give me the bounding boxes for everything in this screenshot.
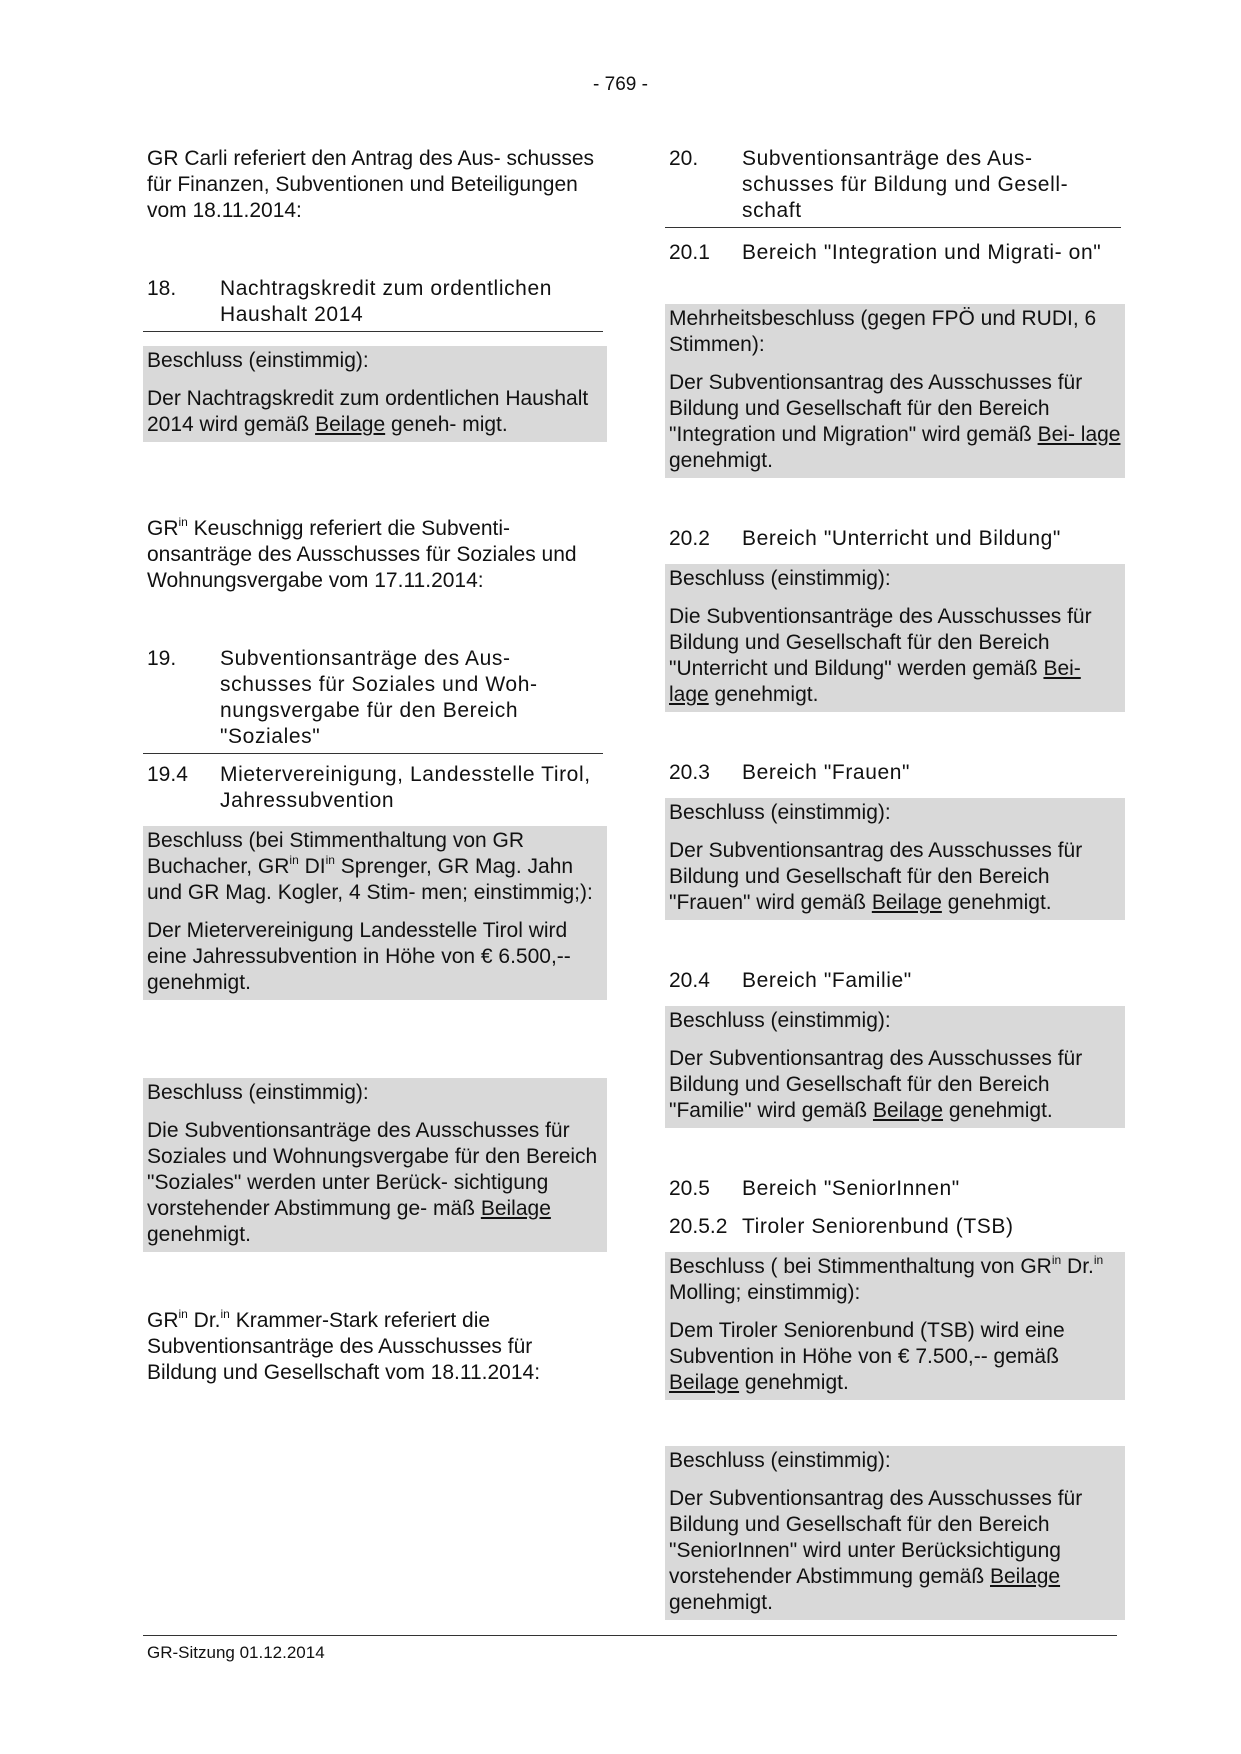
footer-text: GR-Sitzung 01.12.2014 — [147, 1643, 325, 1662]
section-number: 20.5 — [669, 1177, 710, 1200]
section-heading-20-2 — [665, 526, 1121, 552]
section-number: 19.4 — [147, 763, 188, 786]
section-title: Bereich "Unterricht und Bildung" — [742, 527, 1061, 550]
resolution-text: Der Subventionsantrag des Ausschusses für Bildung und Gesellschaft für den Bereich "Frauen" wird gemäß Beilage genehmigt. — [669, 839, 1083, 914]
section-number: 20.1 — [669, 241, 710, 264]
resolution-label: Beschluss (einstimmig): — [669, 1009, 891, 1032]
resolution-text: Dem Tiroler Seniorenbund (TSB) wird eine Subvention in Höhe von € 7.500,-- gemäß Beilage genehmigt. — [669, 1319, 1065, 1394]
attachment-link[interactable]: Beilage — [315, 413, 386, 436]
resolution-label: Beschluss ( bei Stimmenthaltung von $GR^{in}$ Dr.$^{in}$ Molling; einstimmig): — [669, 1253, 1104, 1304]
footer-divider — [143, 1635, 1117, 1636]
section-number: 18. — [147, 277, 177, 300]
section-number: 20.5.2 — [669, 1215, 728, 1238]
resolution-label: Beschluss (einstimmig): — [669, 1449, 891, 1472]
section-title: Tiroler Seniorenbund (TSB) — [742, 1215, 1014, 1238]
resolution-box-20-2 — [665, 564, 1125, 712]
intro-paragraph: GR Carli referiert den Antrag des Aus- schusses für Finanzen, Subventionen und Beteiligungen vom 18.11.2014: — [147, 147, 595, 222]
section-title: Subventionsanträge des Aus- schusses für Bildung und Gesell- schaft — [742, 147, 1069, 222]
attachment-link[interactable]: Bei- lage — [1037, 423, 1121, 446]
intro-paragraph: $GR^{in}$ Keuschnigg referiert die Subventi- onsanträge des Ausschusses für Soziales und Wohnungsvergabe vom 17.11.2014: — [147, 515, 577, 592]
section-title: Nachtragskredit zum ordentlichen Haushalt 2014 — [220, 277, 553, 326]
resolution-text: Der Subventionsantrag des Ausschusses für Bildung und Gesellschaft für den Bereich "Familie" wird gemäß Beilage genehmigt. — [669, 1047, 1083, 1122]
section-heading-20-5-2 — [665, 1214, 1121, 1240]
attachment-link[interactable]: Beilage — [480, 1197, 551, 1220]
section-title: Bereich "Frauen" — [742, 761, 911, 784]
section-number: 19. — [147, 647, 177, 670]
resolution-box-18 — [143, 346, 607, 442]
intro-paragraph: $GR^{in}$ Dr.$^{in}$ Krammer-Stark referiert die Subventionsanträge des Ausschusses für Bildung und Gesellschaft vom 18.11.2014: — [147, 1307, 541, 1384]
attachment-link[interactable]: Beilage — [669, 1371, 740, 1394]
resolution-label: Beschluss (einstimmig): — [669, 801, 891, 824]
section-heading-18 — [143, 276, 603, 332]
section-title: Bereich "SeniorInnen" — [742, 1177, 960, 1200]
section-heading-19 — [143, 646, 603, 754]
section-heading-19-4 — [143, 762, 603, 814]
resolution-box-19-4 — [143, 826, 607, 1000]
resolution-box-20-5-2 — [665, 1252, 1125, 1400]
resolution-box-20-1 — [665, 304, 1125, 478]
resolution-box-20-3 — [665, 798, 1125, 920]
section-heading-20-5 — [665, 1176, 1121, 1202]
attachment-link[interactable]: Beilage — [990, 1565, 1061, 1588]
resolution-text: Der Mietervereinigung Landesstelle Tirol wird eine Jahressubvention in Höhe von € 6.500,-- genehmigt. — [147, 919, 571, 994]
resolution-label: Beschluss (bei Stimmenthaltung von GR Buchacher, $GR^{in}$ $DI^{in}$ Sprenger, GR Mag. Jahn und GR Mag. Kogler, 4 Stim- men; einstimmig;): — [147, 829, 593, 904]
section-title: Bereich "Integration und Migrati- on" — [742, 241, 1102, 264]
resolution-label: Beschluss (einstimmig): — [669, 567, 891, 590]
attachment-link[interactable]: Bei- lage — [669, 657, 1081, 706]
resolution-box-19 — [143, 1078, 607, 1252]
resolution-text: Der Subventionsantrag des Ausschusses für Bildung und Gesellschaft für den Bereich "SeniorInnen" wird unter Berücksichtigung vorstehender Abstimmung gemäß Beilage genehmigt. — [669, 1487, 1083, 1614]
resolution-label: Mehrheitsbeschluss (gegen FPÖ und RUDI, 6 Stimmen): — [669, 307, 1097, 356]
attachment-link[interactable]: Beilage — [872, 1099, 944, 1122]
resolution-label: Beschluss (einstimmig): — [147, 349, 369, 372]
section-number: 20.3 — [669, 761, 710, 784]
resolution-box-20-5 — [665, 1446, 1125, 1620]
resolution-box-20-4 — [665, 1006, 1125, 1128]
section-heading-20 — [665, 146, 1121, 228]
resolution-label: Beschluss (einstimmig): — [147, 1081, 369, 1104]
attachment-link[interactable]: Beilage — [871, 891, 942, 914]
section-number: 20.2 — [669, 527, 710, 550]
resolution-text: Der Nachtragskredit zum ordentlichen Haushalt 2014 wird gemäß Beilage geneh- migt. — [147, 387, 589, 436]
resolution-text: Die Subventionsanträge des Ausschusses für Soziales und Wohnungsvergabe für den Bereich "Soziales" werden unter Berück- sichtigung vorstehender Abstimmung ge- mäß Beilage genehmigt. — [147, 1119, 598, 1246]
resolution-text: Die Subventionsanträge des Ausschusses für Bildung und Gesellschaft für den Bereich "Unterricht und Bildung" werden gemäß Bei- lage genehmigt. — [669, 605, 1092, 706]
section-heading-20-1 — [665, 240, 1121, 266]
page-number: - 769 - — [593, 74, 648, 95]
section-title: Bereich "Familie" — [742, 969, 912, 992]
section-heading-20-4 — [665, 968, 1121, 994]
section-heading-20-3 — [665, 760, 1121, 786]
section-title: Mietervereinigung, Landesstelle Tirol, Jahressubvention — [220, 763, 591, 812]
section-title: Subventionsanträge des Aus- schusses für Soziales und Woh- nungsvergabe für den Bereich "Soziales" — [220, 647, 538, 748]
section-number: 20. — [669, 147, 699, 170]
resolution-text: Der Subventionsantrag des Ausschusses für Bildung und Gesellschaft für den Bereich "Integration und Migration" wird gemäß Bei- lage genehmigt. — [669, 371, 1121, 472]
section-number: 20.4 — [669, 969, 710, 992]
